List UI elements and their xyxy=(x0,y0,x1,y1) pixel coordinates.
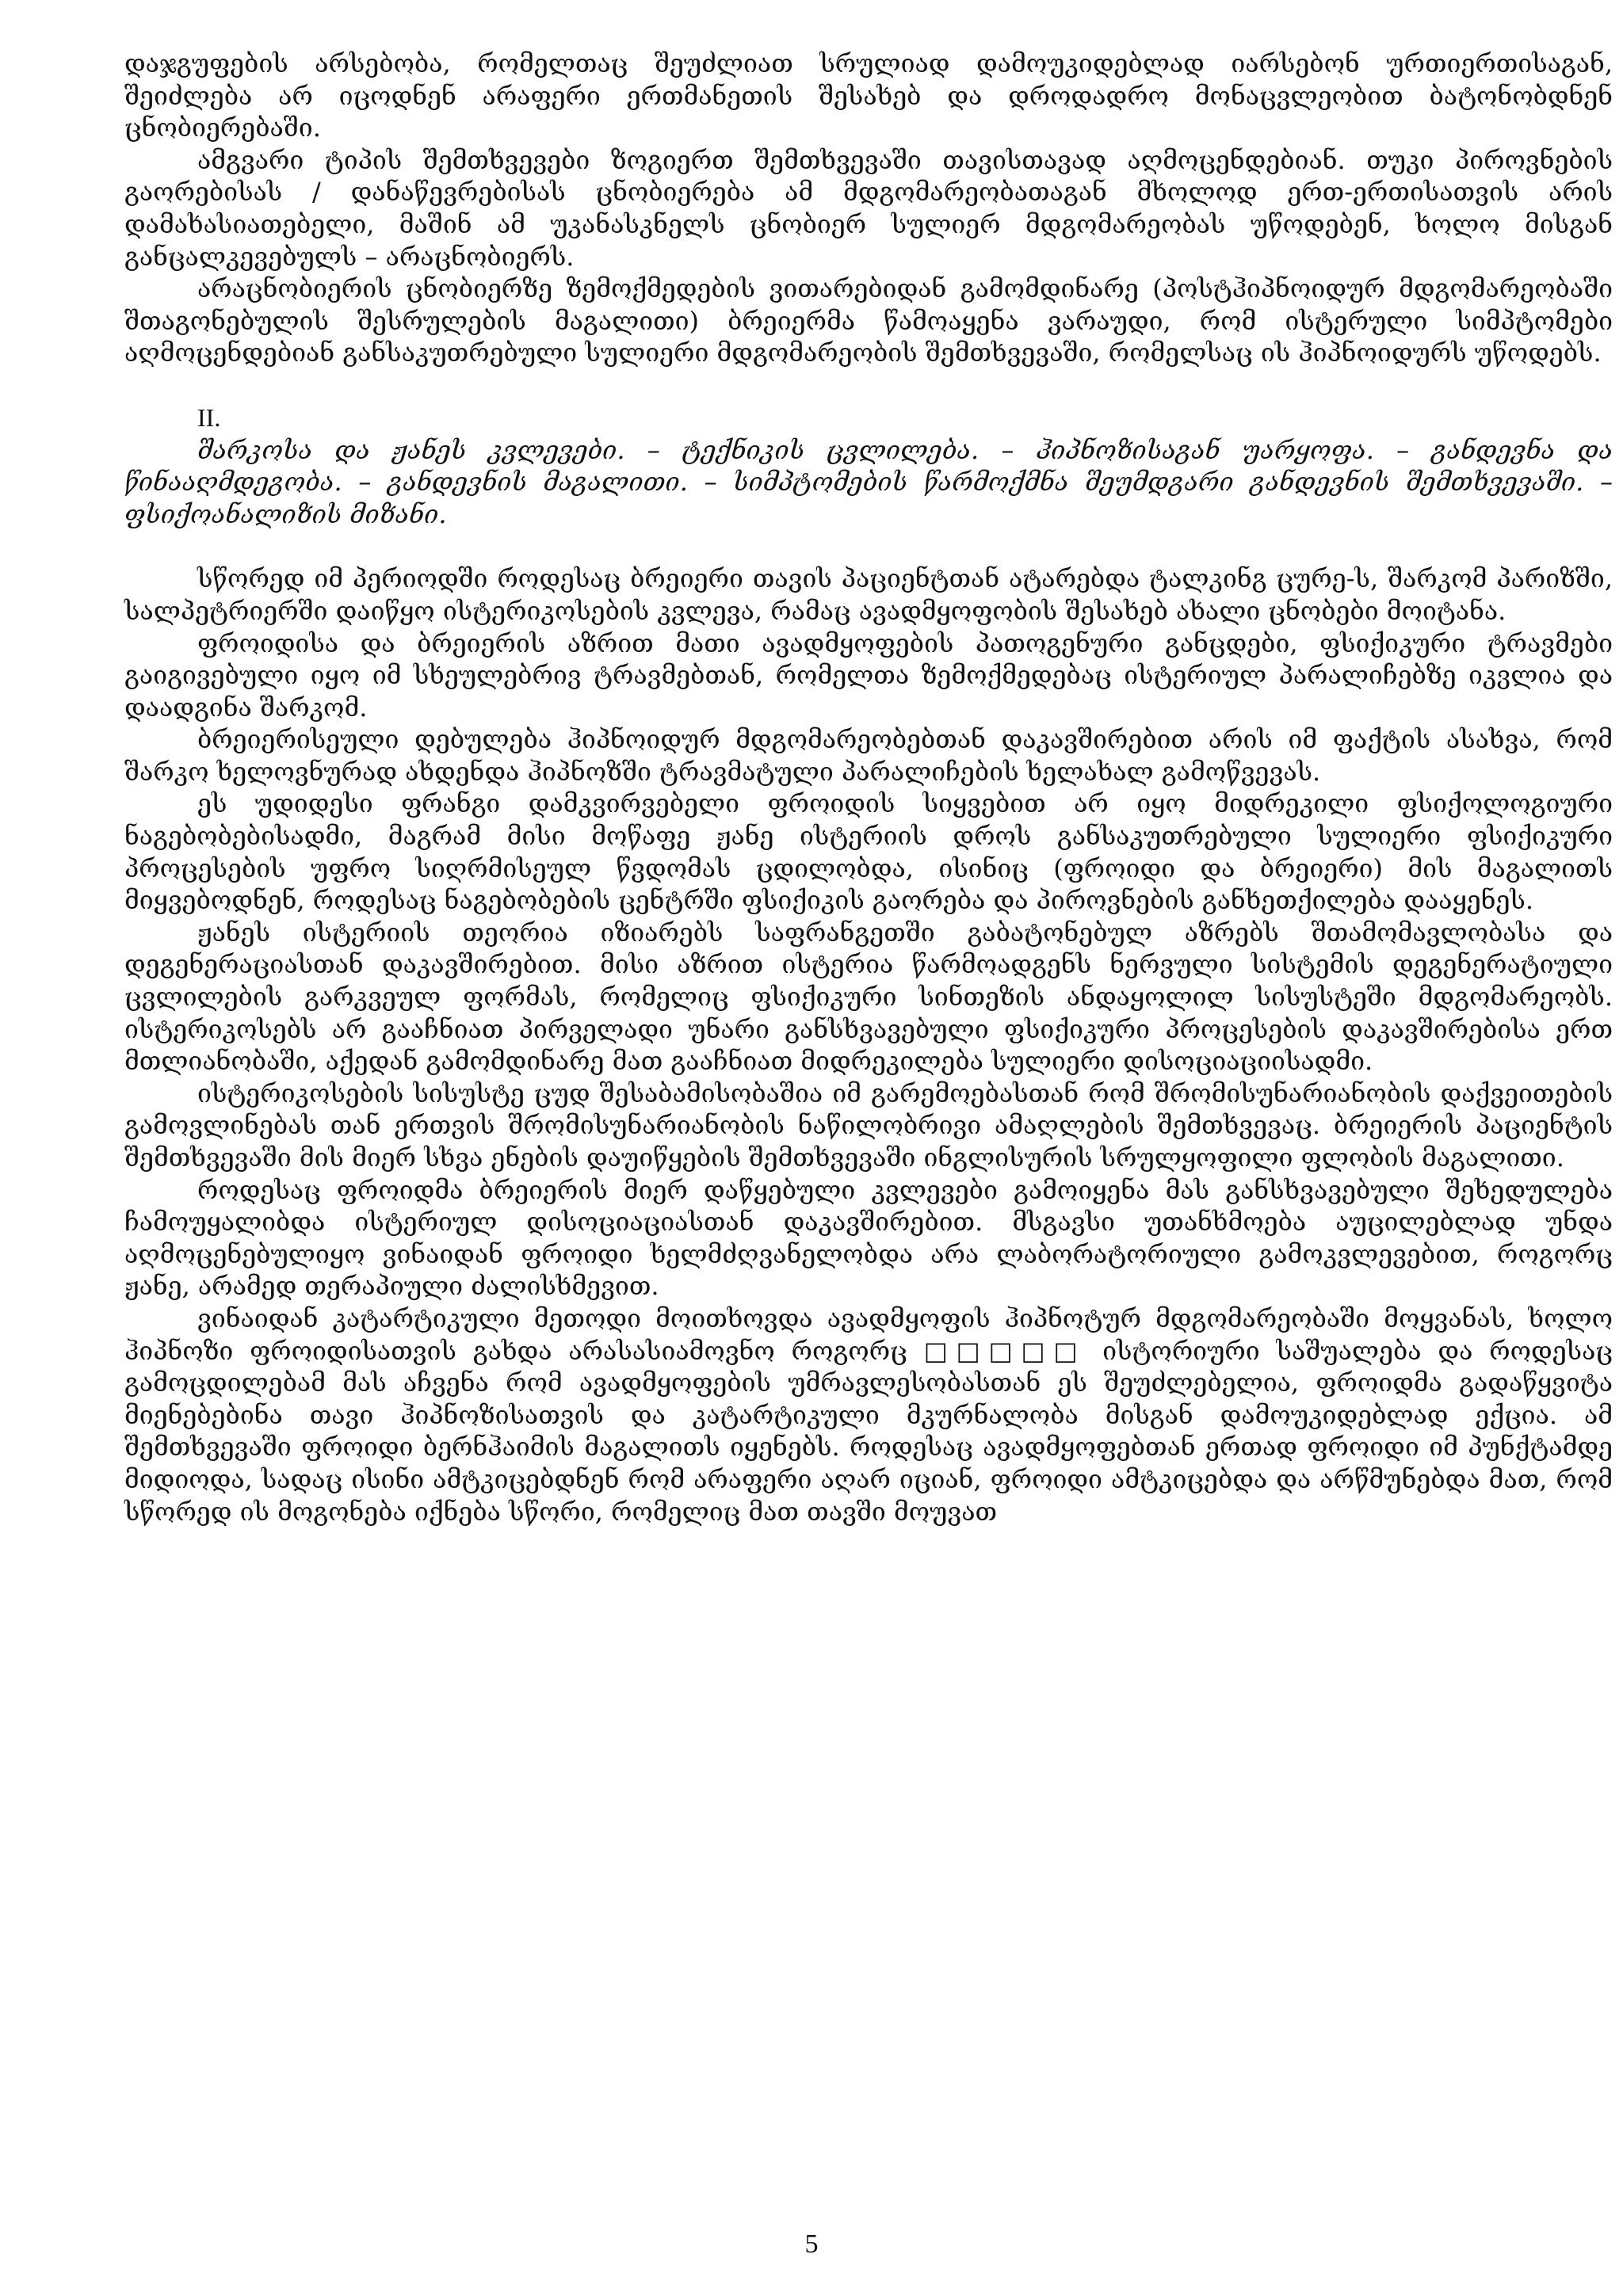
paragraph: ეს უდიდესი ფრანგი დამკვირვებელი ფროიდის სიყვებით არ იყო მიდრეკილი ფსიქოლოგიური ნაგებობებისადმი, მაგრამ მისი მოწაფე ჟანე ისტერიის დროს განსაკუთრებული სულიერი ფსიქიკური პროცესების უფრო სიღრმისეულ წვდომას ცდილობდა, ისინიც (ფროიდი და ბრეიერი) მის მაგალითს მიყვებოდნენ, როდესაც ნაგებობების ცენტრში ფსიქიკის გაორება და პიროვნების განხეთქილება დააყენეს. xyxy=(124,788,1613,916)
paragraph: ვინაიდან კატარტიკული მეთოდი მოითხოვდა ავადმყოფის ჰიპნოტურ მდგომარეობაში მოყვანას, ხოლო ჰიპნოზი ფროიდისათვის გახდა არასასიამოვნო როგორც □□□□□ ისტორიური საშუალება და როდესაც გამოცდილებამ მას აჩვენა რომ ავადმყოფების უმრავლესობასთან ეს შეუძლებელია, ფროიდმა გადაწყვიტა მიენებებინა თავი ჰიპნოზისათვის და კატარტიკული მკურნალობა მისგან დამოუკიდებლად ექცია. ამ შემთხვევაში ფროიდი ბერნჰაიმის მაგალითს იყენებს. როდესაც ავადმყოფებთან ერთად ფროიდი იმ პუნქტამდე მიდიოდა, სადაც ისინი ამტკიცებდნენ რომ არაფერი აღარ იციან, ფროიდი ამტკიცებდა და არწმუნებდა მათ, რომ სწორედ ის მოგონება იქნება სწორი, რომელიც მათ თავში მოუვათ xyxy=(124,1302,1613,1527)
section-number: II. xyxy=(197,402,221,432)
paragraph: არაცნობიერის ცნობიერზე ზემოქმედების ვითარებიდან გამომდინარე (პოსტჰიპნოიდურ მდგომარეობაში შთაგონებულის შესრულების მაგალითი) ბრეიერმა წამოაყენა ვარაუდი, რომ ისტერული სიმპტომები აღმოცენდებიან განსაკუთრებული სულიერი მდგომარეობის შემთხვევაში, რომელსაც ის ჰიპნოიდურს უწოდებს. xyxy=(124,273,1613,368)
page-number: 5 xyxy=(804,2229,819,2259)
paragraph: სწორედ იმ პერიოდში როდესაც ბრეიერი თავის პაციენტთან ატარებდა ტალკინგ ცურე-ს, შარკომ პარიზში, სალპეტრიერში დაიწყო ისტერიკოსების კვლევა, რამაც ავადმყოფობის შესახებ ახალი ცნობები მოიტანა. xyxy=(124,563,1613,626)
paragraph: ჟანეს ისტერიის თეორია იზიარებს საფრანგეთში გაბატონებულ აზრებს შთამომავლობასა და დეგენერაციასთან დაკავშირებით. მისი აზრით ისტერია წარმოადგენს ნერვული სისტემის დეგენერატიული ცვლილების გარკვეულ ფორმას, რომელიც ფსიქიკური სინთეზის ანდაყოლილ სისუსტეში მდგომარეობს. ისტერიკოსებს არ გააჩნიათ პირველადი უნარი განსხვავებული ფსიქიკური პროცესების დაკავშირებისა ერთ მთლიანობაში, აქედან გამომდინარე მათ გააჩნიათ მიდრეკილება სულიერი დისოციაციისადმი. xyxy=(124,917,1613,1077)
paragraph: ისტერიკოსების სისუსტე ცუდ შესაბამისობაშია იმ გარემოებასთან რომ შრომისუნარიანობის დაქვეითების გამოვლინებას თან ერთვის შრომისუნარიანობის ნაწილობრივი ამაღლების შემთხვევაც. ბრეიერის პაციენტის შემთხვევაში მის მიერ სხვა ენების დაუიწყების შემთხვევაში ინგლისურის სრულყოფილი ფლობის მაგალითი. xyxy=(124,1077,1613,1173)
paragraph: ფროიდისა და ბრეიერის აზრით მათი ავადმყოფების პათოგენური განცდები, ფსიქიკური ტრავმები გაიგივებული იყო იმ სხეულებრივ ტრავმებთან, რომელთა ზემოქმედებაც ისტერიულ პარალიჩებზე იკვლია და დაადგინა შარკომ. xyxy=(124,627,1613,723)
paragraph: როდესაც ფროიდმა ბრეიერის მიერ დაწყებული კვლევები გამოიყენა მას განსხვავებული შეხედულება ჩამოუყალიბდა ისტერიულ დისოციაციასთან დაკავშირებით. მსგავსი უთანხმოება აუცილებლად უნდა აღმოცენებულიყო ვინაიდან ფროიდი ხელმძღვანელობდა არა ლაბორატორიული გამოკვლევებით, როგორც ჟანე, არამედ თერაპიული ძალისხმევით. xyxy=(124,1174,1613,1302)
section-summary: შარკოსა და ჟანეს კვლევები. – ტექნიკის ცვლილება. – ჰიპნოზისაგან უარყოფა. – განდევნა და წინააღმდეგობა. – განდევნის მაგალითი. – სიმპტომების წარმოქმნა შეუმდგარი განდევნის შემთხვევაში. – ფსიქოანალიზის მიზანი. xyxy=(124,434,1613,529)
paragraph-continued: დაჯგუფების არსებობა, რომელთაც შეუძლიათ სრულიად დამოუკიდებლად იარსებონ ურთიერთისაგან, შეიძლება არ იცოდნენ არაფერი ერთმანეთის შესახებ და დროდადრო მონაცვლეობით ბატონობდნენ ცნობიერებაში. xyxy=(124,48,1613,143)
document-page xyxy=(124,48,1613,1527)
paragraph: ამგვარი ტიპის შემთხვევები ზოგიერთ შემთხვევაში თავისთავად აღმოცენდებიან. თუკი პიროვნების გაორებისას / დანაწევრებისას ცნობიერება ამ მდგომარეობათაგან მხოლოდ ერთ-ერთისათვის არის დამახასიათებელი, მაშინ ამ უკანასკნელს ცნობიერ სულიერ მდგომარეობას უწოდებენ, ხოლო მისგან განცალკევებულს – არაცნობიერს. xyxy=(124,144,1613,272)
spacer xyxy=(124,369,1613,402)
paragraph: ბრეიერისეული დებულება ჰიპნოიდურ მდგომარეობებთან დაკავშირებით არის იმ ფაქტის ასახვა, რომ შარკო ხელოვნურად ახდენდა ჰიპნოზში ტრავმატული პარალიჩების ხელახალ გამოწვევას. xyxy=(124,724,1613,787)
spacer xyxy=(124,530,1613,563)
